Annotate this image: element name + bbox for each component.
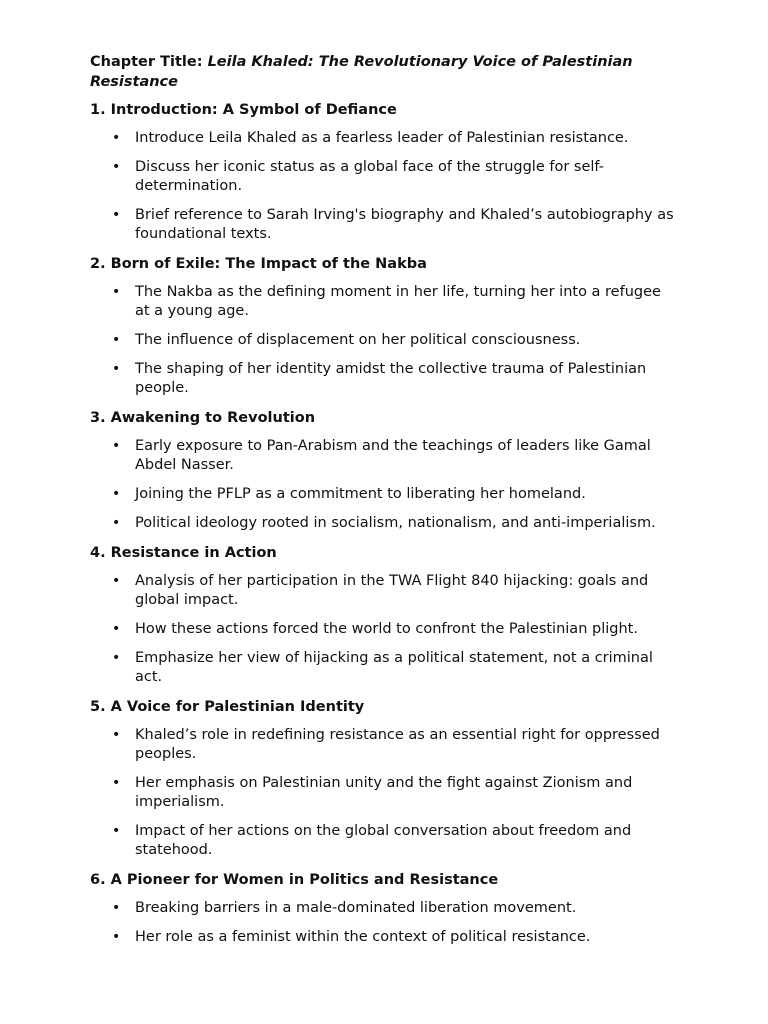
bullet-icon: • [112, 515, 121, 531]
list-item [90, 928, 680, 947]
list-item [90, 774, 680, 812]
bullet-icon: • [112, 284, 121, 300]
bullet-icon: • [112, 486, 121, 502]
bullet-list [90, 437, 678, 533]
list-item-text: Brief reference to Sarah Irving's biography and Khaled’s autobiography as foundational texts. [135, 207, 674, 242]
list-item [90, 283, 680, 321]
list-item [90, 572, 680, 610]
list-item [90, 726, 680, 764]
list-item-text: How these actions forced the world to confront the Palestinian plight. [135, 621, 638, 637]
list-item-text: Early exposure to Pan-Arabism and the teachings of leaders like Gamal Abdel Nasser. [135, 438, 651, 473]
bullet-icon: • [112, 775, 121, 791]
list-item [90, 158, 680, 196]
section-heading: 2. Born of Exile: The Impact of the Nakba [90, 256, 427, 272]
list-item-text: Khaled’s role in redefining resistance as an essential right for oppressed peoples. [135, 727, 660, 762]
bullet-list [90, 129, 678, 244]
bullet-icon: • [112, 130, 121, 146]
bullet-list [90, 726, 678, 860]
bullet-icon: • [112, 929, 121, 945]
outline-sections [90, 100, 678, 947]
list-item-text: Breaking barriers in a male-dominated liberation movement. [135, 900, 577, 916]
bullet-icon: • [112, 332, 121, 348]
bullet-icon: • [112, 207, 121, 223]
chapter-title [90, 52, 650, 92]
section-heading: 6. A Pioneer for Women in Politics and Resistance [90, 872, 499, 888]
list-item [90, 822, 680, 860]
list-item [90, 649, 680, 687]
bullet-list [90, 572, 678, 687]
list-item-text: The Nakba as the defining moment in her life, turning her into a refugee at a young age. [135, 284, 661, 319]
bullet-icon: • [112, 823, 121, 839]
section-heading: 4. Resistance in Action [90, 545, 277, 561]
bullet-list [90, 283, 678, 398]
list-item-text: The shaping of her identity amidst the collective trauma of Palestinian people. [135, 361, 647, 396]
list-item-text: Impact of her actions on the global conversation about freedom and statehood. [135, 823, 632, 858]
list-item [90, 437, 680, 475]
bullet-icon: • [112, 621, 121, 637]
bullet-icon: • [112, 727, 121, 743]
list-item-text: Discuss her iconic status as a global face of the struggle for self-determination. [135, 159, 604, 194]
list-item [90, 129, 680, 148]
list-item [90, 899, 680, 918]
list-item-text: Her role as a feminist within the context of political resistance. [135, 929, 591, 945]
list-item-text: Joining the PFLP as a commitment to liberating her homeland. [135, 486, 586, 502]
bullet-icon: • [112, 650, 121, 666]
bullet-icon: • [112, 573, 121, 589]
list-item [90, 206, 680, 244]
list-item-text: Her emphasis on Palestinian unity and the fight against Zionism and imperialism. [135, 775, 633, 810]
list-item [90, 485, 680, 504]
bullet-list [90, 899, 678, 947]
list-item-text: The influence of displacement on her political consciousness. [135, 332, 581, 348]
list-item [90, 620, 680, 639]
chapter-title-prefix: Chapter Title: [90, 54, 203, 70]
bullet-icon: • [112, 361, 121, 377]
list-item-text: Analysis of her participation in the TWA Flight 840 hijacking: goals and global impact. [135, 573, 649, 608]
section-heading: 3. Awakening to Revolution [90, 410, 316, 426]
list-item [90, 360, 680, 398]
section-heading: 5. A Voice for Palestinian Identity [90, 699, 365, 715]
list-item [90, 331, 680, 350]
bullet-icon: • [112, 438, 121, 454]
bullet-icon: • [112, 900, 121, 916]
list-item [90, 514, 680, 533]
list-item-text: Emphasize her view of hijacking as a political statement, not a criminal act. [135, 650, 653, 685]
chapter-title-text: Leila Khaled: The Revolutionary Voice of Palestinian Resistance [90, 54, 633, 90]
bullet-icon: • [112, 159, 121, 175]
list-item-text: Introduce Leila Khaled as a fearless leader of Palestinian resistance. [135, 130, 629, 146]
section-heading: 1. Introduction: A Symbol of Defiance [90, 102, 397, 118]
list-item-text: Political ideology rooted in socialism, nationalism, and anti-imperialism. [135, 515, 656, 531]
